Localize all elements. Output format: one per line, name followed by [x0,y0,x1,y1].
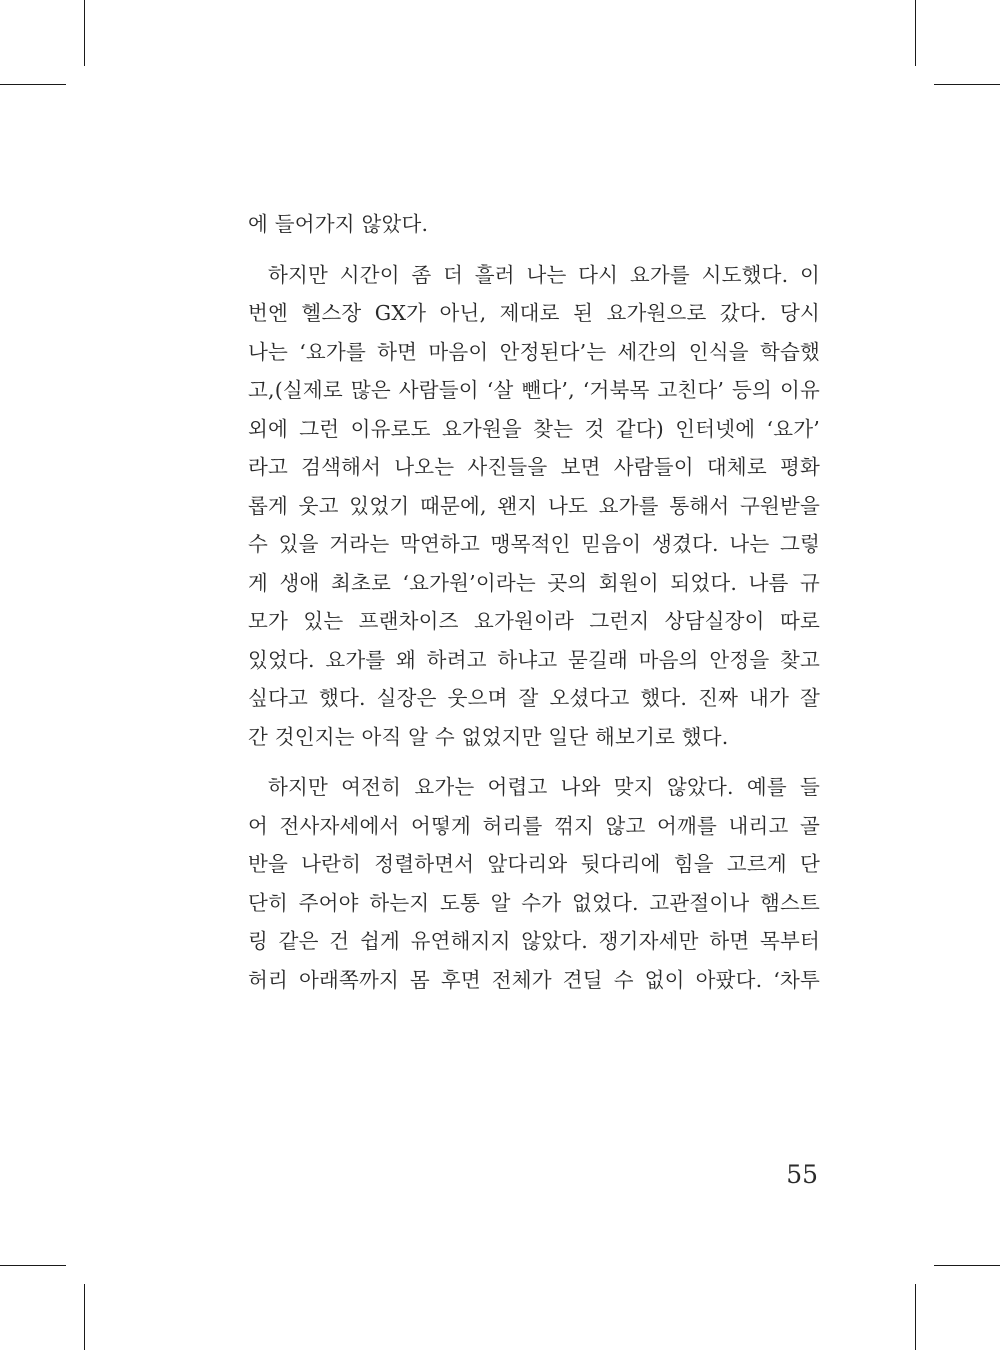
text-line: 라고 검색해서 나오는 사진들을 보면 사람들이 대체로 평화 [248,455,820,479]
text-line: 고,(실제로 많은 사람들이 ‘살 뺀다’, ‘거북목 고친다’ 등의 이유 [248,378,820,402]
text-line: 허리 아래쪽까지 몸 후면 전체가 견딜 수 없이 아팠다. ‘차투 [248,967,820,992]
crop-mark-bottom-left-vertical [84,1284,85,1350]
text-line: 하지만 여전히 요가는 어렵고 나와 맞지 않았다. 예를 들 [268,775,820,799]
body-text [248,205,820,999]
paragraph [248,768,820,999]
text-line: 롭게 웃고 있었기 때문에, 왠지 나도 요가를 통해서 구원받을 [248,493,820,518]
paragraph [248,205,820,244]
text-line: 나는 ‘요가를 하면 마음이 안정된다’는 세간의 인식을 학습했 [248,339,820,364]
text-line: 싶다고 했다. 실장은 웃으며 잘 오셨다고 했다. 진짜 내가 잘 [248,686,820,710]
text-line: 에 들어가지 않았다. [248,212,429,236]
crop-mark-top-right-horizontal [934,84,1000,85]
paragraph-gap [248,244,820,256]
text-line: 어 전사자세에서 어떻게 허리를 꺾지 않고 어깨를 내리고 골 [248,813,820,838]
text-line: 수 있을 거라는 막연하고 맹목적인 믿음이 생겼다. 나는 그렇 [248,532,820,556]
text-line: 간 것인지는 아직 알 수 없었지만 일단 해보기로 했다. [248,724,729,749]
text-line: 반을 나란히 정렬하면서 앞다리와 뒷다리에 힘을 고르게 단 [248,852,820,876]
crop-mark-top-left-horizontal [0,84,66,85]
crop-mark-top-right-vertical [915,0,916,66]
paragraph-gap [248,756,820,768]
text-line: 하지만 시간이 좀 더 흘러 나는 다시 요가를 시도했다. 이 [268,262,820,287]
crop-mark-bottom-left-horizontal [0,1265,66,1266]
crop-mark-bottom-right-vertical [915,1284,916,1350]
crop-mark-top-left-vertical [84,0,85,66]
text-line: 모가 있는 프랜차이즈 요가원이라 그런지 상담실장이 따로 [248,609,820,633]
text-line: 게 생애 최초로 ‘요가원’이라는 곳의 회원이 되었다. 나름 규 [248,570,820,595]
page-number: 55 [786,1160,818,1189]
text-line: 있었다. 요가를 왜 하려고 하냐고 묻길래 마음의 안정을 찾고 [248,647,820,672]
text-line: 단히 주어야 하는지 도통 알 수가 없었다. 고관절이나 햄스트 [248,890,820,915]
text-line: 링 같은 건 쉽게 유연해지지 않았다. 쟁기자세만 하면 목부터 [248,929,820,953]
paragraph [248,256,820,757]
crop-mark-bottom-right-horizontal [934,1265,1000,1266]
text-line: 외에 그런 이유로도 요가원을 찾는 것 같다) 인터넷에 ‘요가’ [248,416,820,441]
text-line: 번엔 헬스장 GX가 아닌, 제대로 된 요가원으로 갔다. 당시 [248,301,820,325]
